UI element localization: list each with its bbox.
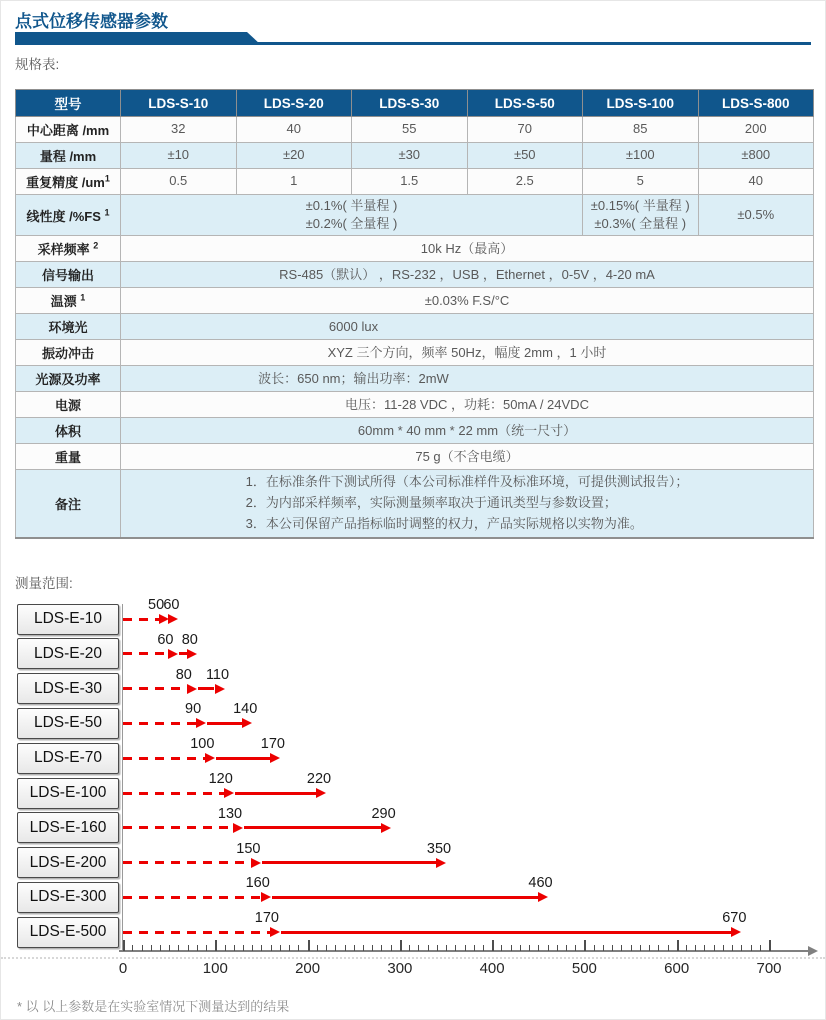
axis-tick — [132, 945, 133, 951]
range-end-arrowhead-icon — [538, 892, 548, 902]
axis-tick — [631, 945, 632, 951]
axis-tick — [335, 945, 336, 951]
range-dashed-line — [123, 792, 225, 795]
axis-tick — [123, 940, 125, 951]
range-end-arrowhead-icon — [242, 718, 252, 728]
axis-tick — [566, 945, 567, 951]
range-solid-line — [262, 861, 436, 864]
range-solid-line — [216, 757, 270, 760]
value-cell: 55 — [352, 117, 468, 143]
sensor-label-box: LDS-E-70 — [17, 743, 119, 774]
axis-tick — [723, 945, 724, 951]
axis-tick — [188, 945, 189, 951]
page-title: 点式位移传感器参数 — [15, 12, 168, 31]
value-cell: 1．在标准条件下测试所得（本公司标准样件及标准环境，可提供测试报告）； 2．为内部采样频率，实际测量频率取决于通讯类型与参数设置； 3．本公司保留产品指标临时调整的权力，产品实际规格以实物为准。 — [121, 470, 814, 538]
value-cell: 40 — [698, 169, 814, 195]
axis-tick — [178, 945, 179, 951]
y-axis-line — [122, 604, 123, 951]
row-label: 量程 /mm — [16, 143, 121, 169]
spec-table-label: 规格表: — [15, 57, 60, 72]
range-end-label: 220 — [306, 771, 332, 787]
range-start-label: 90 — [185, 701, 202, 718]
axis-tick — [409, 945, 410, 951]
axis-tick-label: 400 — [479, 960, 505, 977]
axis-tick — [695, 945, 696, 951]
axis-tick — [621, 945, 622, 951]
table-row — [16, 314, 814, 340]
sensor-label-box: LDS-E-50 — [17, 708, 119, 739]
axis-tick — [446, 945, 447, 951]
dotted-separator — [1, 957, 825, 959]
section-divider-banner — [15, 32, 811, 45]
range-end-arrowhead-icon — [215, 684, 225, 694]
header-cell: LDS-S-100 — [583, 90, 699, 117]
axis-tick — [418, 945, 419, 951]
table-row — [16, 288, 814, 314]
row-label: 重复精度 $/um^1$ — [16, 169, 121, 195]
range-start-label: 100 — [190, 736, 215, 753]
axis-tick-label: 600 — [664, 960, 690, 977]
axis-tick — [704, 945, 705, 951]
row-label: 备注 — [16, 470, 121, 538]
range-start-label: 80 — [175, 666, 192, 683]
range-start-arrowhead-icon — [205, 753, 215, 763]
axis-tick-label: 0 — [118, 960, 128, 977]
sensor-label-box: LDS-E-100 — [17, 778, 119, 809]
table-row — [16, 392, 814, 418]
range-start-arrowhead-icon — [187, 684, 197, 694]
range-solid-line — [272, 896, 538, 899]
axis-tick — [160, 945, 161, 951]
range-dashed-line — [123, 652, 169, 655]
range-end-label: 170 — [260, 736, 285, 753]
value-cell: 电压：11-28 VDC ，功耗：50mA / 24VDC — [121, 392, 814, 418]
range-end-label: 460 — [528, 875, 553, 892]
row-label: 采样频率 $^2$ — [16, 236, 121, 262]
table-row — [16, 444, 814, 470]
row-label: 振动冲击 — [16, 340, 121, 366]
axis-tick — [151, 945, 152, 951]
range-dashed-line — [123, 618, 160, 621]
table-header-row — [16, 90, 814, 117]
axis-tick — [492, 940, 494, 951]
range-dashed-line — [123, 826, 234, 829]
axis-tick — [169, 945, 170, 951]
axis-tick — [271, 945, 272, 951]
axis-tick — [289, 945, 290, 951]
range-end-arrowhead-icon — [381, 823, 391, 833]
range-start-arrowhead-icon — [261, 892, 271, 902]
axis-tick — [234, 945, 235, 951]
header-cell: LDS-S-10 — [121, 90, 237, 117]
row-label: 信号输出 — [16, 262, 121, 288]
range-end-arrowhead-icon — [168, 614, 178, 624]
axis-tick — [603, 945, 604, 951]
x-axis-arrowhead-icon — [808, 946, 818, 956]
axis-tick — [298, 945, 299, 951]
value-cell: ±0.5% — [698, 195, 814, 236]
header-cell: LDS-S-30 — [352, 90, 468, 117]
axis-tick — [612, 945, 613, 951]
axis-tick-label: 700 — [756, 960, 782, 977]
value-cell: ±0.03% F.S/°C — [121, 288, 814, 314]
axis-tick — [483, 945, 484, 951]
banner-rule-line — [15, 42, 811, 45]
table-row — [16, 340, 814, 366]
axis-tick — [261, 945, 262, 951]
axis-tick — [511, 945, 512, 951]
axis-tick — [732, 945, 733, 951]
table-row — [16, 117, 814, 143]
axis-tick — [649, 945, 650, 951]
value-cell: RS-485（默认） ，RS-232 ，USB ，Ethernet ，0-5V ，4-20 mA — [121, 262, 814, 288]
axis-tick — [437, 945, 438, 951]
value-cell: ±0.15%( 半量程 ) ±0.3%( 全量程 ) — [583, 195, 699, 236]
axis-tick — [658, 945, 659, 951]
axis-tick — [557, 945, 558, 951]
axis-tick-label: 200 — [295, 960, 321, 977]
sensor-label-box: LDS-E-20 — [17, 638, 119, 669]
table-row — [16, 262, 814, 288]
axis-tick-label: 300 — [387, 960, 413, 977]
value-cell: 32 — [121, 117, 237, 143]
value-cell: 2.5 — [467, 169, 583, 195]
axis-tick — [474, 945, 475, 951]
axis-tick — [317, 945, 318, 951]
axis-tick — [372, 945, 373, 951]
axis-tick — [363, 945, 364, 951]
range-start-arrowhead-icon — [168, 649, 178, 659]
value-cell: ±800 — [698, 143, 814, 169]
row-label: 中心距离 /mm — [16, 117, 121, 143]
range-dashed-line — [123, 757, 206, 760]
axis-tick — [501, 945, 502, 951]
axis-tick — [465, 945, 466, 951]
axis-tick — [677, 940, 679, 951]
range-dashed-line — [123, 896, 262, 899]
row-label: 温漂 $^1$ — [16, 288, 121, 314]
range-chart — [15, 597, 815, 980]
axis-tick — [243, 945, 244, 951]
value-cell: 40 — [236, 117, 352, 143]
row-label: 线性度 /%FS $^1$ — [16, 195, 121, 236]
row-label: 电源 — [16, 392, 121, 418]
axis-tick — [428, 945, 429, 951]
value-cell: 1.5 — [352, 169, 468, 195]
value-cell: 60mm * 40 mm * 22 mm（统一尺寸） — [121, 418, 814, 444]
axis-tick-label: 500 — [571, 960, 597, 977]
axis-tick — [538, 945, 539, 951]
value-cell: 85 — [583, 117, 699, 143]
axis-tick — [769, 940, 771, 951]
range-end-arrowhead-icon — [731, 927, 741, 937]
range-dashed-line — [123, 931, 271, 934]
axis-tick — [548, 945, 549, 951]
axis-tick — [252, 945, 253, 951]
table-row — [16, 366, 814, 392]
axis-tick — [280, 945, 281, 951]
axis-tick — [760, 945, 761, 951]
value-cell: ±100 — [583, 143, 699, 169]
row-label: 重量 — [16, 444, 121, 470]
axis-tick — [668, 945, 669, 951]
range-chart-label: 测量范围: — [15, 576, 73, 591]
range-start-label: 120 — [208, 771, 233, 787]
value-cell: ±10 — [121, 143, 237, 169]
range-start-label: 150 — [236, 840, 261, 857]
range-start-arrowhead-icon — [270, 927, 280, 937]
axis-tick — [326, 945, 327, 951]
range-solid-line — [281, 931, 731, 934]
value-cell: 6000 lux — [121, 314, 814, 340]
sensor-label-box: LDS-E-10 — [17, 604, 119, 635]
range-start-label: 60 — [157, 631, 174, 648]
range-dashed-line — [123, 722, 197, 725]
sensor-label-box: LDS-E-160 — [17, 812, 119, 843]
range-end-arrowhead-icon — [187, 649, 197, 659]
value-cell: ±50 — [467, 143, 583, 169]
axis-tick — [575, 945, 576, 951]
range-start-label: 130 — [217, 805, 243, 822]
axis-tick — [714, 945, 715, 951]
range-end-arrowhead-icon — [316, 788, 326, 798]
table-row — [16, 418, 814, 444]
header-cell: LDS-S-50 — [467, 90, 583, 117]
table-row — [16, 236, 814, 262]
footnote: * 以 以上参数是在实验室情况下测量达到的结果 — [17, 999, 290, 1014]
range-start-arrowhead-icon — [224, 788, 234, 798]
value-cell: 0.5 — [121, 169, 237, 195]
range-solid-line — [235, 792, 316, 795]
axis-tick — [197, 945, 198, 951]
row-label: 光源及功率 — [16, 366, 121, 392]
axis-tick — [215, 940, 217, 951]
value-cell: 1 — [236, 169, 352, 195]
value-cell: 75 g（不含电缆） — [121, 444, 814, 470]
table-row — [16, 169, 814, 195]
axis-tick — [381, 945, 382, 951]
range-end-label: 350 — [426, 840, 452, 857]
table-row — [16, 195, 814, 236]
range-start-arrowhead-icon — [233, 823, 243, 833]
range-end-label: 670 — [722, 910, 747, 927]
value-cell: 10k Hz（最高） — [121, 236, 814, 262]
range-start-arrowhead-icon — [196, 718, 206, 728]
range-end-label: 140 — [233, 701, 258, 718]
header-cell: 型号 — [16, 90, 121, 117]
table-row — [16, 143, 814, 169]
header-cell: LDS-S-800 — [698, 90, 814, 117]
range-start-label: 50 — [148, 597, 165, 613]
range-solid-line — [244, 826, 381, 829]
range-dashed-line — [123, 861, 252, 864]
axis-tick — [206, 945, 207, 951]
range-end-label: 290 — [371, 805, 396, 822]
sensor-label-box: LDS-E-30 — [17, 673, 119, 704]
axis-tick — [354, 945, 355, 951]
range-end-arrowhead-icon — [270, 753, 280, 763]
sensor-label-box: LDS-E-300 — [17, 882, 119, 913]
value-cell: 70 — [467, 117, 583, 143]
axis-tick — [529, 945, 530, 951]
axis-tick — [751, 945, 752, 951]
table-row — [16, 470, 814, 538]
value-cell: ±30 — [352, 143, 468, 169]
spec-table — [15, 89, 814, 539]
axis-tick-label: 100 — [202, 960, 228, 977]
value-cell: 波长：650 nm；输出功率：2mW — [121, 366, 814, 392]
value-cell: 5 — [583, 169, 699, 195]
axis-tick — [640, 945, 641, 951]
axis-tick — [225, 945, 226, 951]
range-solid-line — [179, 652, 187, 655]
range-end-label: 80 — [181, 631, 198, 648]
value-cell: ±20 — [236, 143, 352, 169]
range-end-arrowhead-icon — [436, 858, 446, 868]
sensor-label-box: LDS-E-200 — [17, 847, 119, 878]
value-cell: XYZ 三个方向，频率 50Hz，幅度 2mm ，1 小时 — [121, 340, 814, 366]
axis-tick — [400, 940, 402, 951]
header-cell: LDS-S-20 — [236, 90, 352, 117]
axis-tick — [391, 945, 392, 951]
axis-tick — [142, 945, 143, 951]
axis-tick — [455, 945, 456, 951]
range-solid-line — [198, 687, 215, 690]
range-start-arrowhead-icon — [251, 858, 261, 868]
range-solid-line — [207, 722, 242, 725]
range-end-label: 110 — [205, 666, 230, 683]
row-label: 体积 — [16, 418, 121, 444]
sensor-label-box: LDS-E-500 — [17, 917, 119, 948]
range-start-label: 170 — [254, 910, 279, 927]
axis-tick — [308, 940, 310, 951]
axis-tick — [686, 945, 687, 951]
axis-tick — [584, 940, 586, 951]
range-dashed-line — [123, 687, 188, 690]
range-start-label: 160 — [245, 875, 270, 892]
axis-tick — [520, 945, 521, 951]
value-cell: ±0.1%( 半量程 ) ±0.2%( 全量程 ) — [121, 195, 583, 236]
axis-tick — [741, 945, 742, 951]
row-label: 环境光 — [16, 314, 121, 340]
axis-tick — [345, 945, 346, 951]
value-cell: 200 — [698, 117, 814, 143]
range-end-label: 60 — [163, 597, 180, 613]
axis-tick — [594, 945, 595, 951]
